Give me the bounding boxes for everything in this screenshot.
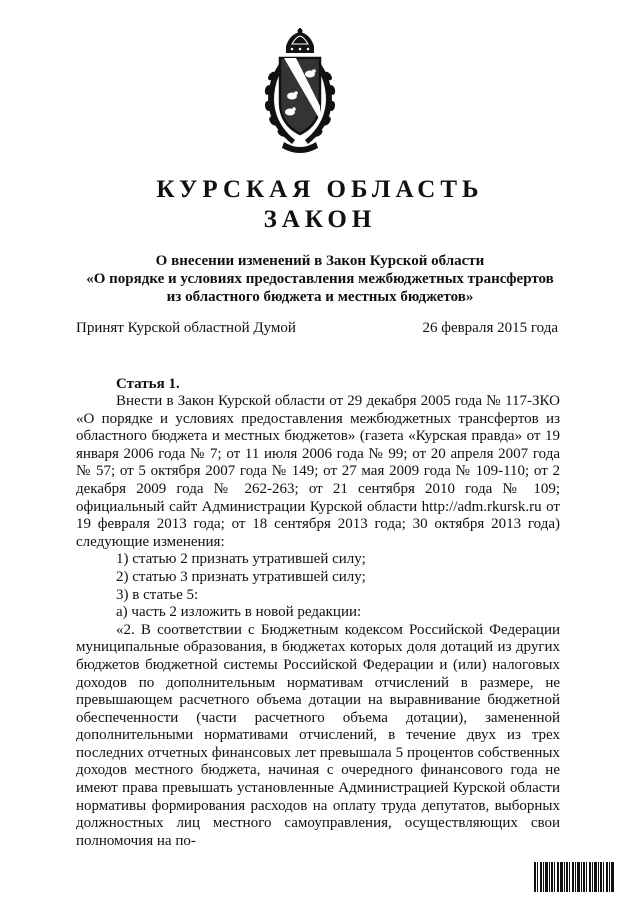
subject-line: из областного бюджета и местных бюджетов» [166,289,474,305]
list-item: 3) в статье 5: [116,586,199,603]
adoption-date: 26 февраля 2015 года [422,320,558,336]
law-subject [40,252,600,306]
document-type-title: ЗАКОН [263,206,377,233]
article-body [76,393,560,850]
article-title: Статья 1. [116,376,180,392]
adopting-body: Принят Курской областной Думой [76,320,296,336]
paragraph: «2. В соответствии с Бюджетным кодексом Российской Федерации муниципальные образования, в бюджетах которых доля дотаций из других бюджетов бюджетной системы Российской Федерации и (или) налоговых доходов по дополнительным нормативам отчислений в размере, не превышающем расчетного объема дотации на выравнивание бюджетной обеспеченности (части расчетного объема дотации), замененной дополнительными нормативами отчислений, в течение двух из трех последних отчетных финансовых лет превышала 5 процентов собственных доходов местного бюджета, начиная с очередного финансового года не имеют права превышать установленные Администрацией Курской области нормативы формирования расходов на оплату труда депутатов, выборных должностных лиц местного самоуправления, осуществляющих свои полномочия на по- [76,621,560,849]
subject-line: О внесении изменений в Закон Курской области [155,253,485,269]
paragraph: Внести в Закон Курской области от 29 декабря 2005 года № 117-ЗКО «О порядке и условиях предоставления межбюджетных трансфертов из областного бюджета и местных бюджетов» (газета «Курская правда» от 19 января 2006 года № 7; от 11 июля 2006 года № 99; от 20 апреля 2007 года № 57; от 5 октября 2007 года № 149; от 27 мая 2009 года № 109-110; от 2 декабря 2009 года № 262-263; от 21 сентября 2010 года № 109; официальный сайт Администрации Курской области http://adm.rkursk.ru от 19 февраля 2013 года; от 18 сентября 2013 года; 30 октября 2013 года) следующие изменения: [76,393,560,550]
adoption-line [76,320,558,337]
subject-line: «О порядке и условиях предоставления межбюджетных трансфертов [86,271,554,287]
barcode-icon [534,862,614,892]
list-item: 2) статью 3 признать утратившей силу; [116,568,366,585]
coat-of-arms-icon [262,28,338,156]
region-title: КУРСКАЯ ОБЛАСТЬ [156,176,484,203]
list-item: а) часть 2 изложить в новой редакции: [116,604,362,621]
list-item: 1) статью 2 признать утратившей силу; [116,551,366,568]
